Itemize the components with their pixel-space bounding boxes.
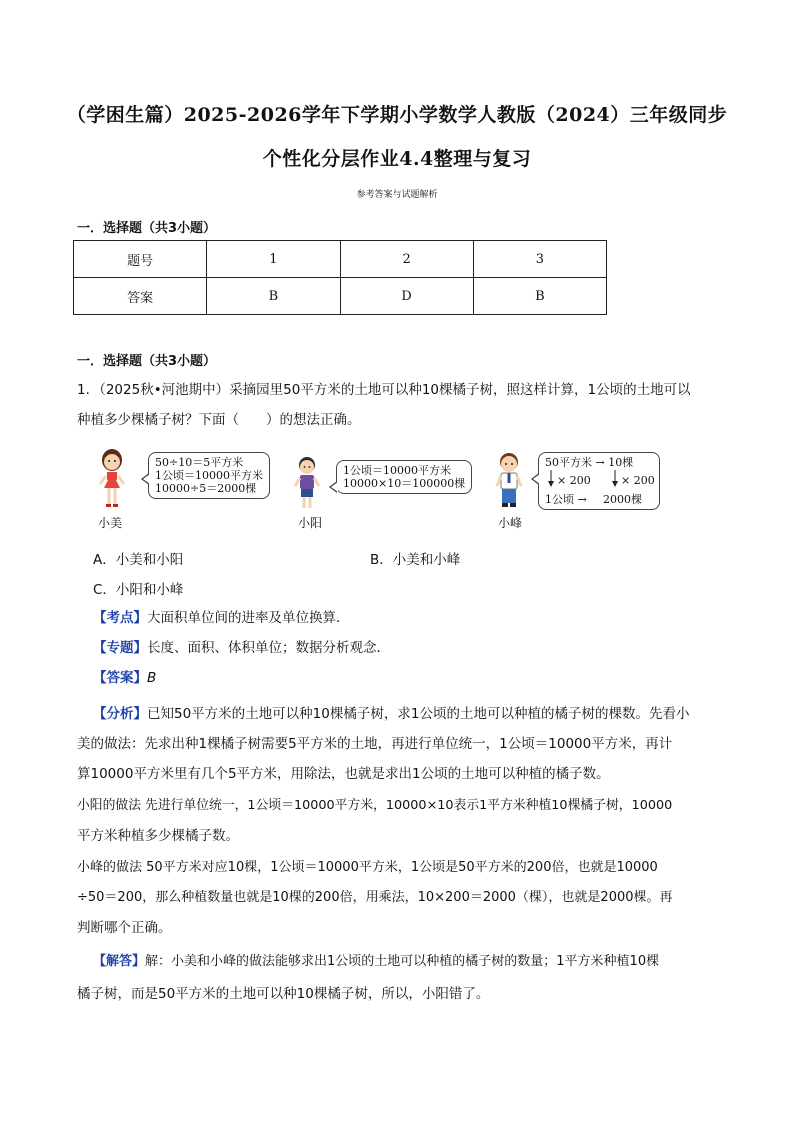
bubble-line: 1公顷 → [545, 493, 587, 506]
down-arrow-icon [547, 470, 555, 488]
character-name-xiaoyang: 小阳 [298, 516, 323, 530]
boy-figure-icon [492, 452, 526, 514]
zhuanti-tag: 【专题】 [93, 640, 147, 656]
jieda-line-2: 橘子树，而是50平方米的土地可以种10棵橘子树，所以，小阳错了。 [77, 986, 490, 1002]
table-cell: D [340, 278, 473, 315]
option-a: A．小美和小阳 [93, 552, 184, 568]
bubble-line: × 200 [557, 474, 591, 487]
down-arrow-icon [611, 470, 619, 488]
table-cell: 1 [207, 241, 340, 278]
fenxi-line-1 [93, 704, 737, 724]
fenxi-line-2: 美的做法：先求出种1棵橘子树需要5平方米的土地，再进行单位统一，1公顷＝10000平方米，再计 [77, 736, 673, 752]
document-subtitle: 参考答案与试题解析 [356, 190, 438, 200]
table-cell: 答案 [74, 278, 207, 315]
table-cell: B [473, 278, 606, 315]
fenxi-tag: 【分析】 [93, 706, 147, 722]
table-row [74, 241, 607, 278]
bubble-line: 50÷10＝5平方米 [155, 456, 244, 469]
zhuanti-text: 长度、面积、体积单位；数据分析观念． [147, 640, 390, 656]
question-section-heading: 一．选择题（共3小题） [77, 354, 217, 369]
kaodian-tag: 【考点】 [93, 610, 147, 626]
table-cell: B [207, 278, 340, 315]
kaodian-row [93, 608, 737, 628]
bubble-line: 1公顷＝10000平方米 [343, 464, 451, 477]
question-1-text-line-2: 种植多少棵橘子树？下面（ ）的想法正确。 [77, 412, 361, 428]
fenxi-line-7: ÷50＝200，那么种植数量也就是10棵的200倍，用乘法，10×200＝2000（棵），也就是2000棵。再 [77, 890, 673, 905]
bubble-line: 1公顷＝10000平方米 [155, 469, 263, 482]
daan-row [93, 668, 737, 688]
option-c: C．小阳和小峰 [93, 582, 184, 598]
daan-tag: 【答案】 [93, 670, 147, 686]
character-name-xiaomei: 小美 [98, 516, 123, 530]
fenxi-line-4: 小阳的做法 先进行单位统一，1公顷＝10000平方米，10000×10表示1平方米种植10棵橘子树，10000 [77, 798, 673, 813]
fenxi-line-3: 算10000平方米里有几个5平方米，用除法，也就是求出1公顷的土地可以种植的橘子数。 [77, 766, 610, 782]
option-b: B．小美和小峰 [370, 552, 461, 568]
bubble-line: 50平方米 → 10棵 [545, 456, 634, 469]
bubble-line: 2000棵 [603, 493, 642, 506]
fenxi-text: 已知50平方米的土地可以种10棵橘子树，求1公顷的土地可以种植的橘子树的棵数。先看小 [147, 706, 690, 722]
girl-figure-icon [92, 448, 132, 512]
jieda-text: 解：小美和小峰的做法能够求出1公顷的土地可以种植的橘子树的数量；1平方米种植10棵 [145, 954, 660, 969]
fenxi-line-6: 小峰的做法 50平方米对应10棵，1公顷＝10000平方米，1公顷是50平方米的200倍，也就是10000 [77, 860, 658, 875]
zhuanti-row [93, 638, 737, 658]
bubble-line: 10000÷5＝2000棵 [155, 482, 257, 495]
fenxi-line-8: 判断哪个正确。 [77, 920, 172, 936]
table-row [74, 278, 607, 315]
table-cell: 2 [340, 241, 473, 278]
document-title-line-1: （学困生篇）2025-2026学年下学期小学数学人教版（2024）三年级同步 [66, 104, 728, 126]
kaodian-text: 大面积单位间的进率及单位换算． [147, 610, 350, 626]
daan-text: B [147, 670, 157, 686]
character-name-xiaofeng: 小峰 [498, 516, 523, 530]
question-1-text-line-1: 1．（2025秋•河池期中）采摘园里50平方米的土地可以种10棵橘子树，照这样计算，1公顷的土地可以 [77, 382, 691, 398]
question-illustration [88, 448, 688, 538]
bubble-line: 10000×10＝100000棵 [343, 477, 466, 490]
bubble-line: × 200 [621, 474, 655, 487]
table-cell: 题号 [74, 241, 207, 278]
table-cell: 3 [473, 241, 606, 278]
answer-section-heading: 一．选择题（共3小题） [77, 221, 217, 236]
fenxi-line-5: 平方米种植多少棵橘子数。 [77, 828, 239, 844]
document-title-line-2: 个性化分层作业4.4整理与复习 [262, 148, 532, 170]
answer-table [73, 240, 607, 315]
jieda-line-1 [93, 952, 737, 972]
speech-bubble-xiaomei [148, 452, 270, 499]
boy-figure-icon [292, 456, 322, 512]
jieda-tag: 【解答】 [93, 954, 146, 969]
speech-bubble-xiaoyang [336, 460, 472, 494]
speech-bubble-xiaofeng [538, 452, 660, 510]
